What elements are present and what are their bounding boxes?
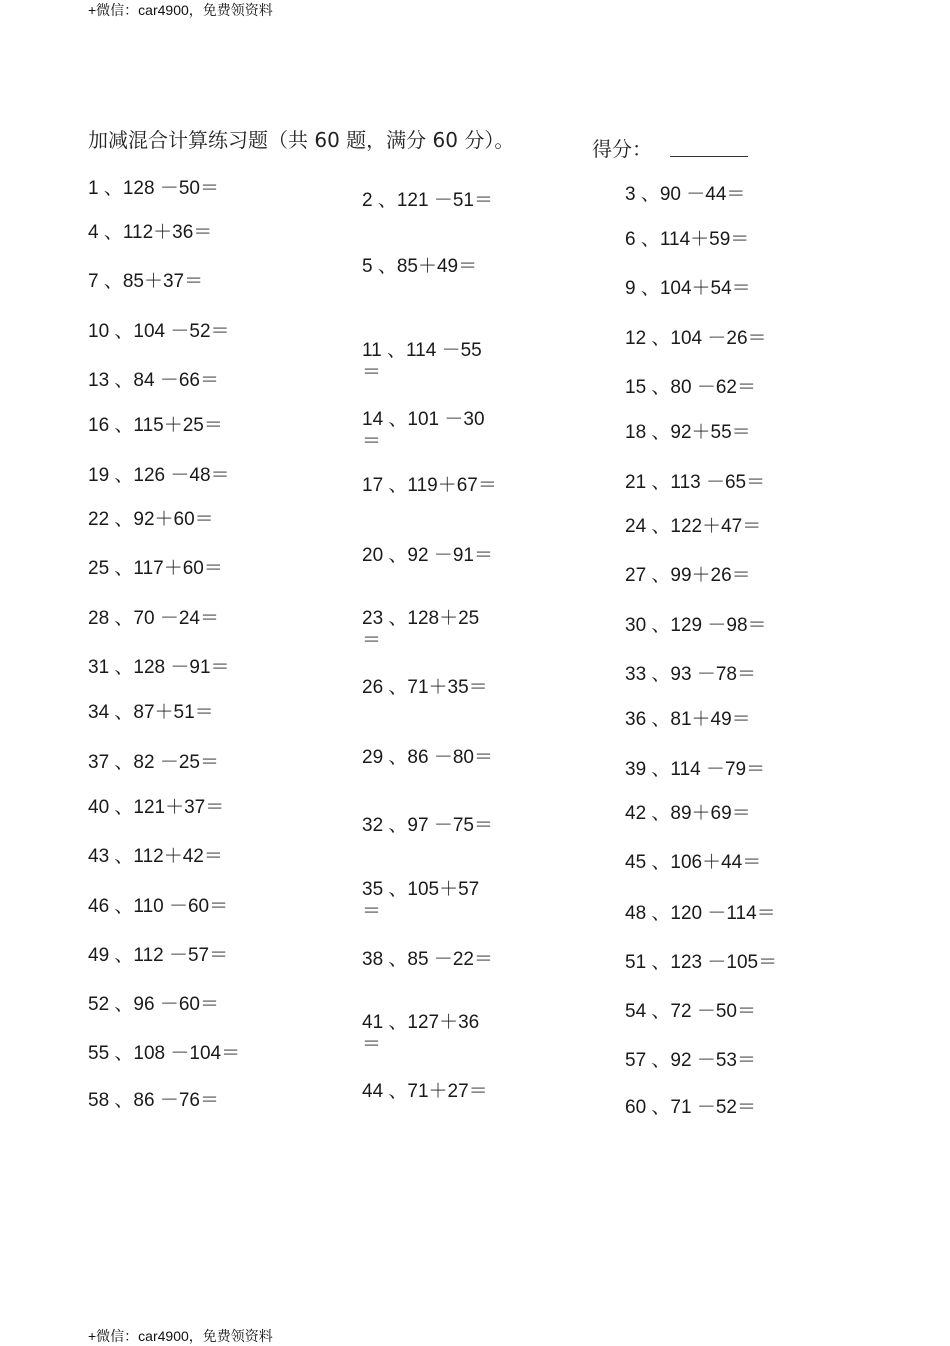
- problem-26: 26 、71＋35＝: [362, 677, 488, 698]
- problem-48: 48 、120 －114＝: [625, 903, 776, 924]
- problem-29: 29 、86 －80＝: [362, 747, 493, 768]
- problem-60: 60 、71 －52＝: [625, 1097, 756, 1118]
- problem-43: 43 、112＋42＝: [88, 846, 223, 867]
- problem-55: 55 、108 －104＝: [88, 1043, 241, 1064]
- problem-1: 1 、128 －50＝: [88, 178, 219, 199]
- problem-5: 5 、85＋49＝: [362, 256, 478, 277]
- problem-58: 58 、86 －76＝: [88, 1090, 219, 1111]
- score-blank: [670, 156, 748, 157]
- problem-13: 13 、84 －66＝: [88, 370, 219, 391]
- problem-11: 11 、114 －55＝: [362, 340, 482, 383]
- problem-16: 16 、115＋25＝: [88, 415, 223, 436]
- problem-35: 35 、105＋57＝: [362, 879, 480, 922]
- header-watermark: +微信：car4900，免费领资料: [88, 2, 273, 18]
- problem-32: 32 、97 －75＝: [362, 815, 493, 836]
- problem-10: 10 、104 －52＝: [88, 321, 230, 342]
- problem-15: 15 、80 －62＝: [625, 377, 756, 398]
- problem-7: 7 、85＋37＝: [88, 271, 204, 292]
- problem-36: 36 、81＋49＝: [625, 709, 751, 730]
- problem-17: 17 、119＋67＝: [362, 475, 497, 496]
- problem-23: 23 、128＋25＝: [362, 608, 480, 651]
- problem-37: 37 、82 －25＝: [88, 752, 219, 773]
- problem-57: 57 、92 －53＝: [625, 1050, 756, 1071]
- problem-14: 14 、101 －30＝: [362, 409, 485, 452]
- page-title: 加减混合计算练习题（共 60 题，满分 60 分）。: [88, 128, 515, 152]
- problem-49: 49 、112 －57＝: [88, 945, 229, 966]
- problem-4: 4 、112＋36＝: [88, 222, 213, 243]
- problem-30: 30 、129 －98＝: [625, 615, 767, 636]
- problem-45: 45 、106＋44＝: [625, 852, 762, 873]
- problem-39: 39 、114 －79＝: [625, 759, 766, 780]
- score-label: 得分：: [592, 137, 652, 161]
- footer-watermark: +微信：car4900，免费领资料: [88, 1328, 273, 1344]
- problem-24: 24 、122＋47＝: [625, 516, 762, 537]
- problem-25: 25 、117＋60＝: [88, 558, 223, 579]
- problem-40: 40 、121＋37＝: [88, 797, 225, 818]
- problem-6: 6 、114＋59＝: [625, 229, 750, 250]
- problem-21: 21 、113 －65＝: [625, 472, 766, 493]
- problem-19: 19 、126 －48＝: [88, 465, 230, 486]
- problem-9: 9 、104＋54＝: [625, 278, 751, 299]
- problem-34: 34 、87＋51＝: [88, 702, 214, 723]
- problem-12: 12 、104 －26＝: [625, 328, 767, 349]
- problem-18: 18 、92＋55＝: [625, 422, 751, 443]
- problem-20: 20 、92 －91＝: [362, 545, 493, 566]
- problem-27: 27 、99＋26＝: [625, 565, 751, 586]
- problem-52: 52 、96 －60＝: [88, 994, 219, 1015]
- problem-41: 41 、127＋36＝: [362, 1012, 480, 1055]
- problem-22: 22 、92＋60＝: [88, 509, 214, 530]
- problem-38: 38 、85 －22＝: [362, 949, 493, 970]
- problem-54: 54 、72 －50＝: [625, 1001, 756, 1022]
- problem-46: 46 、110 －60＝: [88, 896, 229, 917]
- problem-28: 28 、70 －24＝: [88, 608, 219, 629]
- problem-31: 31 、128 －91＝: [88, 657, 230, 678]
- problem-42: 42 、89＋69＝: [625, 803, 751, 824]
- problem-51: 51 、123 －105＝: [625, 952, 778, 973]
- problem-2: 2 、121 －51＝: [362, 190, 493, 211]
- problem-33: 33 、93 －78＝: [625, 664, 756, 685]
- problem-3: 3 、90 －44＝: [625, 184, 746, 205]
- problem-44: 44 、71＋27＝: [362, 1081, 488, 1102]
